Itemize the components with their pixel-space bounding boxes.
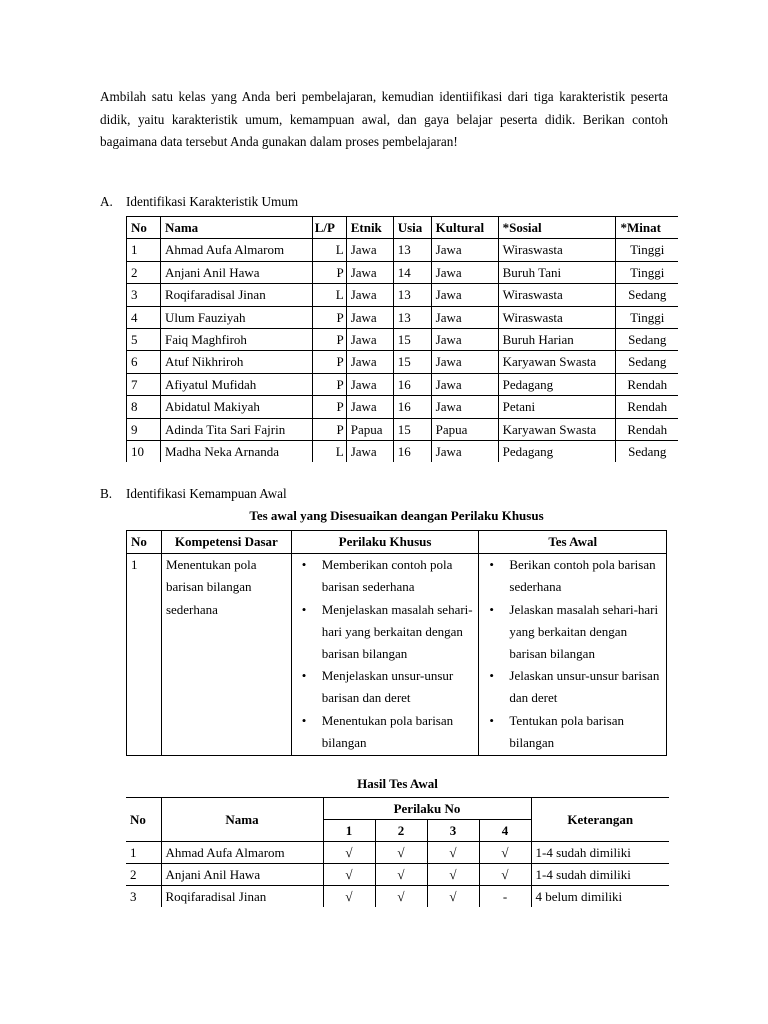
row-number: 3 (127, 284, 161, 306)
list-item: • Berikan contoh pola barisan sederhana (483, 554, 662, 598)
row-number: 1 (127, 239, 161, 261)
table-row (127, 328, 679, 350)
pretest-results-table (126, 797, 669, 907)
social-status: Buruh Tani (498, 261, 616, 283)
interest: Rendah (616, 373, 678, 395)
header-cell: Nama (161, 798, 323, 842)
table-row (127, 239, 679, 261)
student-name: Roqifaradisal Jinan (161, 886, 323, 908)
table-header-row (127, 531, 667, 554)
student-name: Roqifaradisal Jinan (160, 284, 312, 306)
pretest-table-caption: Tes awal yang Disesuaikan deangan Perilaku Khusus (249, 508, 544, 523)
header-cell: *Sosial (498, 217, 616, 239)
pretest-results-caption: Hasil Tes Awal (357, 776, 438, 791)
student-name: Ahmad Aufa Almarom (161, 842, 323, 864)
interest: Sedang (616, 284, 678, 306)
table-row (127, 284, 679, 306)
header-cell: Kultural (431, 217, 498, 239)
table-row (127, 396, 679, 418)
age: 13 (393, 284, 431, 306)
table-row (127, 418, 679, 440)
behavior-mark: √ (427, 864, 479, 886)
ethnicity: Jawa (346, 373, 393, 395)
student-name: Atuf Nikhriroh (160, 351, 312, 373)
social-status: Pedagang (498, 373, 616, 395)
gender: P (312, 418, 346, 440)
behavior-mark: √ (375, 864, 427, 886)
list-item: • Menjelaskan unsur-unsur barisan dan deret (296, 665, 475, 709)
header-cell: *Minat (616, 217, 678, 239)
result-note: 1-4 sudah dimiliki (531, 864, 669, 886)
social-status: Wiraswasta (498, 306, 616, 328)
student-name: Anjani Anil Hawa (161, 864, 323, 886)
header-cell: L/P (312, 217, 346, 239)
social-status: Karyawan Swasta (498, 418, 616, 440)
gender: P (312, 396, 346, 418)
gender: L (312, 284, 346, 306)
pretest-behavior-table (126, 530, 667, 756)
list-item: • Tentukan pola barisan bilangan (483, 710, 662, 754)
header-cell: 2 (375, 820, 427, 842)
general-characteristics-table (126, 216, 678, 462)
header-cell: No (127, 217, 161, 239)
interest: Tinggi (616, 239, 678, 261)
student-name: Afiyatul Mufidah (160, 373, 312, 395)
row-number: 6 (127, 351, 161, 373)
behavior-cell (291, 554, 479, 756)
interest: Tinggi (616, 306, 678, 328)
ethnicity: Jawa (346, 261, 393, 283)
ethnicity: Jawa (346, 239, 393, 261)
list-item: • Jelaskan masalah sehari-hari yang berkaitan dengan barisan bilangan (483, 599, 662, 666)
row-number: 1 (127, 554, 162, 756)
social-status: Wiraswasta (498, 239, 616, 261)
header-cell: Keterangan (531, 798, 669, 842)
ethnicity: Jawa (346, 440, 393, 462)
social-status: Karyawan Swasta (498, 351, 616, 373)
gender: L (312, 440, 346, 462)
age: 15 (393, 351, 431, 373)
culture: Papua (431, 418, 498, 440)
header-cell: Perilaku Khusus (291, 531, 479, 554)
row-number: 4 (127, 306, 161, 328)
list-item: • Jelaskan unsur-unsur barisan dan deret (483, 665, 662, 709)
table-row (126, 886, 669, 908)
age: 16 (393, 373, 431, 395)
gender: P (312, 306, 346, 328)
header-cell: Tes Awal (479, 531, 667, 554)
row-number: 2 (126, 864, 161, 886)
student-name: Ahmad Aufa Almarom (160, 239, 312, 261)
table-row (126, 864, 669, 886)
header-cell: Etnik (346, 217, 393, 239)
table-row (127, 306, 679, 328)
interest: Sedang (616, 351, 678, 373)
ethnicity: Jawa (346, 328, 393, 350)
pretest-list (483, 554, 662, 754)
behavior-mark: √ (479, 864, 531, 886)
culture: Jawa (431, 351, 498, 373)
social-status: Wiraswasta (498, 284, 616, 306)
gender: P (312, 328, 346, 350)
age: 15 (393, 418, 431, 440)
section-a-letter: A. (100, 194, 113, 209)
student-name: Adinda Tita Sari Fajrin (160, 418, 312, 440)
header-cell: No (127, 531, 162, 554)
social-status: Buruh Harian (498, 328, 616, 350)
behavior-mark: √ (375, 886, 427, 908)
table-row (127, 440, 679, 462)
interest: Tinggi (616, 261, 678, 283)
interest: Sedang (616, 440, 678, 462)
row-number: 5 (127, 328, 161, 350)
result-note: 4 belum dimiliki (531, 886, 669, 908)
section-b-letter: B. (100, 486, 113, 501)
student-name: Faiq Maghfiroh (160, 328, 312, 350)
section-a-title: Identifikasi Karakteristik Umum (126, 194, 299, 209)
interest: Sedang (616, 328, 678, 350)
list-item: • Menentukan pola barisan bilangan (296, 710, 475, 754)
table-row (126, 842, 669, 864)
social-status: Petani (498, 396, 616, 418)
row-number: 8 (127, 396, 161, 418)
header-cell: Kompetensi Dasar (161, 531, 291, 554)
student-name: Madha Neka Arnanda (160, 440, 312, 462)
table-row (127, 554, 667, 756)
competency-cell: Menentukan pola barisan bilangan sederhana (161, 554, 291, 756)
gender: P (312, 351, 346, 373)
ethnicity: Papua (346, 418, 393, 440)
behavior-mark: √ (427, 842, 479, 864)
row-number: 2 (127, 261, 161, 283)
header-cell: 3 (427, 820, 479, 842)
table-header-row (127, 217, 679, 239)
culture: Jawa (431, 328, 498, 350)
assignment-prompt: Ambilah satu kelas yang Anda beri pembelajaran, kemudian identiifikasi dari tiga karakteristik peserta didik, yaitu karakteristik umum, kemampuan awal, dan gaya belajar peserta didik. Berikan contoh bagaimana data tersebut Anda gunakan dalam proses pembelajaran! (100, 89, 668, 149)
culture: Jawa (431, 396, 498, 418)
row-number: 9 (127, 418, 161, 440)
result-note: 1-4 sudah dimiliki (531, 842, 669, 864)
ethnicity: Jawa (346, 351, 393, 373)
ethnicity: Jawa (346, 396, 393, 418)
table-row (127, 351, 679, 373)
culture: Jawa (431, 373, 498, 395)
student-name: Anjani Anil Hawa (160, 261, 312, 283)
row-number: 10 (127, 440, 161, 462)
student-name: Abidatul Makiyah (160, 396, 312, 418)
age: 13 (393, 306, 431, 328)
gender: L (312, 239, 346, 261)
age: 16 (393, 396, 431, 418)
behavior-mark: √ (375, 842, 427, 864)
behavior-mark: √ (323, 842, 375, 864)
list-item: • Menjelaskan masalah sehari-hari yang berkaitan dengan barisan bilangan (296, 599, 475, 666)
age: 13 (393, 239, 431, 261)
list-item: • Memberikan contoh pola barisan sederhana (296, 554, 475, 598)
behavior-mark: - (479, 886, 531, 908)
age: 16 (393, 440, 431, 462)
header-cell: Nama (160, 217, 312, 239)
header-cell: Perilaku No (323, 798, 531, 820)
table-header-row (126, 798, 669, 820)
social-status: Pedagang (498, 440, 616, 462)
student-name: Ulum Fauziyah (160, 306, 312, 328)
ethnicity: Jawa (346, 306, 393, 328)
section-b-title: Identifikasi Kemampuan Awal (126, 486, 287, 501)
interest: Rendah (616, 418, 678, 440)
behavior-mark: √ (427, 886, 479, 908)
culture: Jawa (431, 440, 498, 462)
culture: Jawa (431, 239, 498, 261)
culture: Jawa (431, 306, 498, 328)
pretest-cell (479, 554, 667, 756)
interest: Rendah (616, 396, 678, 418)
section-b-heading (100, 486, 287, 502)
behavior-mark: √ (479, 842, 531, 864)
table-row (127, 261, 679, 283)
gender: P (312, 261, 346, 283)
header-cell: No (126, 798, 161, 842)
age: 14 (393, 261, 431, 283)
behavior-mark: √ (323, 886, 375, 908)
header-cell: Usia (393, 217, 431, 239)
culture: Jawa (431, 261, 498, 283)
age: 15 (393, 328, 431, 350)
header-cell: 4 (479, 820, 531, 842)
culture: Jawa (431, 284, 498, 306)
row-number: 7 (127, 373, 161, 395)
row-number: 1 (126, 842, 161, 864)
header-cell: 1 (323, 820, 375, 842)
behavior-list (296, 554, 475, 754)
behavior-mark: √ (323, 864, 375, 886)
section-a-heading (100, 194, 298, 210)
row-number: 3 (126, 886, 161, 908)
ethnicity: Jawa (346, 284, 393, 306)
gender: P (312, 373, 346, 395)
table-row (127, 373, 679, 395)
